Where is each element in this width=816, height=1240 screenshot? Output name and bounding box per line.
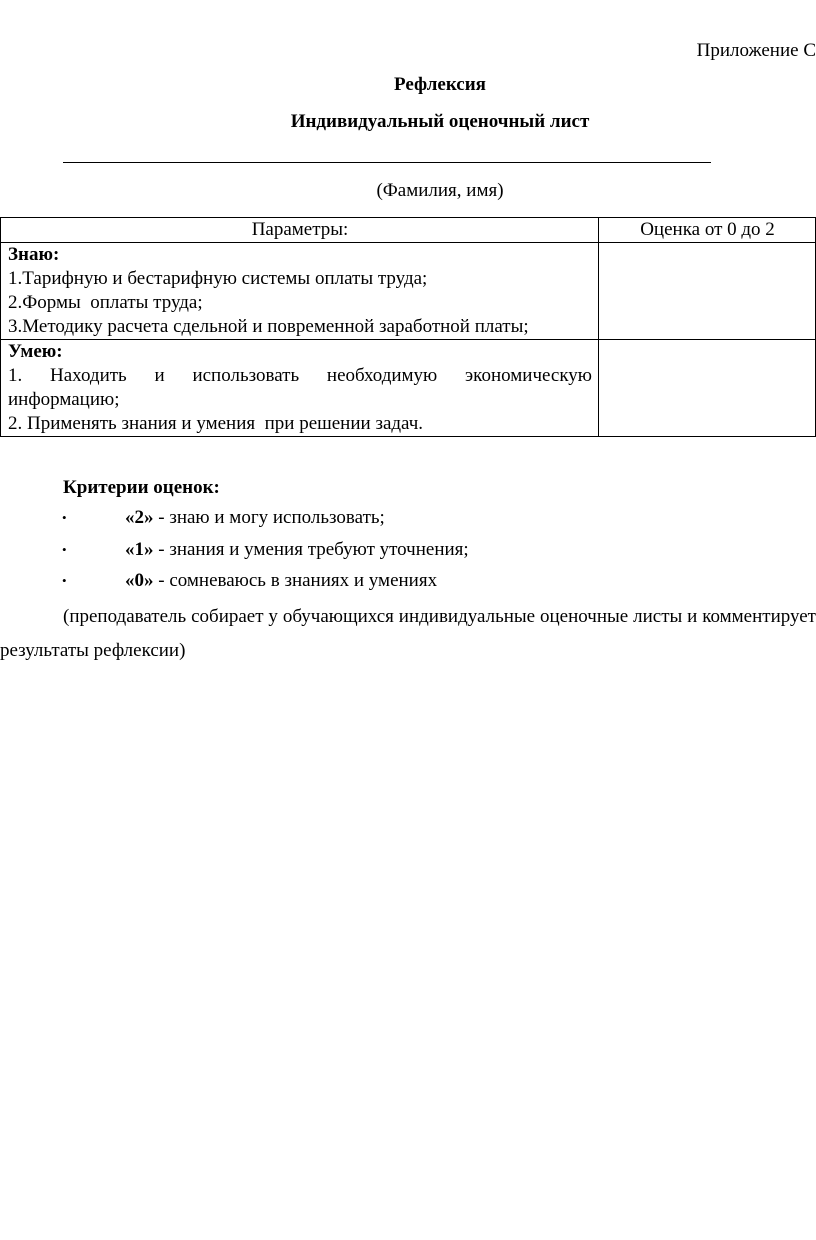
column-header-grade: Оценка от 0 до 2 — [599, 218, 816, 243]
parameters-cell-can — [1, 340, 599, 437]
parameters-cell-know — [1, 243, 599, 340]
bullet-icon: • — [62, 542, 67, 557]
assessment-table — [0, 217, 816, 437]
grade-cell-can[interactable] — [599, 340, 816, 437]
grade-cell-know[interactable] — [599, 243, 816, 340]
name-caption: (Фамилия, имя) — [376, 180, 504, 201]
bullet-icon: • — [62, 573, 67, 588]
know-item: 2.Формы оплаты труда; — [8, 292, 203, 313]
know-item: 1.Тарифную и бестарифную системы оплаты труда; — [8, 268, 428, 289]
criteria-mark: «0» — [125, 570, 154, 591]
criteria-text: - сомневаюсь в знаниях и умениях — [153, 570, 438, 591]
table-header-row — [1, 218, 816, 243]
page-subtitle: Индивидуальный оценочный лист — [290, 111, 590, 132]
appendix-label: Приложение С — [696, 40, 816, 61]
table-row — [1, 243, 816, 340]
criteria-text: - знаю и могу использовать; — [153, 507, 385, 528]
criteria-mark: «1» — [125, 539, 154, 560]
name-underline — [63, 162, 711, 163]
know-item: 3.Методику расчета сдельной и повременной заработной платы; — [8, 316, 529, 337]
teacher-note: (преподаватель собирает у обучающихся индивидуальные оценочные листы и комментирует результаты рефлексии) — [0, 606, 816, 661]
row-heading-know: Знаю: — [8, 244, 60, 265]
page-title: Рефлексия — [394, 74, 486, 95]
can-item: 1. Находить и использовать необходимую экономическую информацию; — [8, 365, 592, 410]
can-item: 2. Применять знания и умения при решении задач. — [8, 413, 424, 434]
bullet-icon: • — [62, 510, 67, 525]
criteria-heading: Критерии оценок: — [63, 477, 220, 498]
table-row — [1, 340, 816, 437]
criteria-text: - знания и умения требуют уточнения; — [153, 539, 469, 560]
column-header-parameters: Параметры: — [1, 218, 599, 243]
row-heading-can: Умею: — [8, 341, 63, 362]
criteria-mark: «2» — [125, 507, 154, 528]
